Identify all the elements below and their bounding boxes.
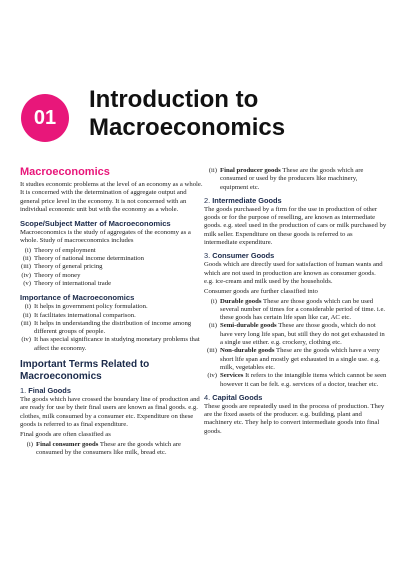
list-item bbox=[20, 336, 203, 353]
consumer-goods-classified: Consumer goods are further classified into bbox=[204, 288, 318, 296]
term-bold: Final consumer goods bbox=[36, 440, 99, 448]
heading-number: 4. bbox=[204, 392, 211, 402]
list-marker: (iii) bbox=[206, 347, 217, 355]
list-item bbox=[20, 263, 203, 271]
list-marker: (i) bbox=[24, 246, 31, 254]
list-marker: (iv) bbox=[207, 372, 217, 380]
list-item-text bbox=[220, 322, 387, 347]
list-item-text: Theory of national income determination bbox=[34, 255, 144, 263]
list-item-text: Theory of employment bbox=[34, 246, 96, 254]
right-column bbox=[204, 166, 387, 436]
heading-number: 2. bbox=[204, 195, 211, 205]
list-marker: (i) bbox=[24, 303, 31, 311]
list-item-text bbox=[220, 298, 387, 323]
left-column bbox=[20, 166, 203, 457]
term-description: These are the goods which are consumed by the consumers like milk, bread etc. bbox=[36, 440, 182, 456]
chapter-number-badge: 01 bbox=[21, 94, 69, 142]
consumer-goods-paragraph: Goods which are directly used for satisfaction of human wants and which are not used in production are known as consumer goods. e.g. ice-cream and milk used by the households. bbox=[204, 261, 383, 285]
consumer-goods-list bbox=[204, 298, 387, 389]
heading-text: Capital Goods bbox=[212, 392, 263, 402]
list-item-text bbox=[220, 167, 387, 192]
list-marker: (ii) bbox=[22, 255, 31, 263]
list-item bbox=[204, 372, 387, 389]
term-description: These are the goods which are consumed or used by the producers like machinery, equipment etc. bbox=[220, 167, 364, 191]
intermediate-goods-paragraph: The goods purchased by a firm for the use in production of other goods or for the purpose of reselling, are known as intermediate goods. e.g. steel used in the production of cars or milk purchased by milk seller. Expenditure on these goods is referred to as intermediate expenditure. bbox=[204, 205, 387, 247]
scope-heading: Scope/Subject Matter of Macroeconomics bbox=[20, 219, 171, 229]
scope-list bbox=[20, 247, 203, 288]
term-description: It refers to the intangible items which cannot be seen however it can be felt. e.g. services of a doctor, teacher etc. bbox=[220, 372, 387, 388]
term-bold: Semi-durable goods bbox=[220, 322, 277, 330]
list-item bbox=[20, 280, 203, 288]
list-marker: (iii) bbox=[20, 263, 31, 271]
heading-text: Intermediate Goods bbox=[212, 195, 282, 205]
intro-paragraph: It studies economic problems at the level of an economy as a whole. It is concerned with the determination of aggregate output and general price level in the economy. It is not concerned with an individual economic unit but with the economy as a whole. bbox=[20, 181, 203, 213]
list-item bbox=[204, 322, 387, 347]
term-description: These are the goods which have a very short life span and mostly get exhausted in a single use. e.g. milk, vegetables etc. bbox=[220, 347, 381, 371]
heading-number: 3. bbox=[204, 251, 211, 261]
list-item bbox=[20, 312, 203, 320]
list-item-text bbox=[36, 441, 203, 458]
final-goods-list bbox=[20, 441, 203, 458]
list-marker: (ii) bbox=[208, 322, 217, 330]
list-marker: (v) bbox=[23, 279, 31, 287]
chapter-title: Introduction to Macroeconomics bbox=[89, 86, 286, 141]
section-heading-macroeconomics: Macroeconomics bbox=[20, 166, 110, 178]
list-item bbox=[204, 167, 387, 192]
list-item-text: It has special significance in studying monetary problems that affect the economy. bbox=[34, 336, 200, 352]
scope-paragraph: Macroeconomics is the study of aggregates of the economy as a whole. Study of macroeconomics includes bbox=[20, 229, 191, 245]
term-description: These are those goods, which do not have very long life span, but still they do not get exhausted in a single use either. e.g. crockery, clothing etc. bbox=[220, 322, 385, 347]
list-item bbox=[204, 298, 387, 323]
list-item-text bbox=[220, 372, 387, 389]
list-marker: (i) bbox=[210, 297, 217, 305]
list-marker: (iv) bbox=[21, 271, 31, 279]
list-item bbox=[20, 255, 203, 263]
list-item-text: It facilitates international comparison. bbox=[34, 311, 136, 319]
list-item bbox=[20, 272, 203, 280]
important-terms-heading: Important Terms Related to Macroeconomics bbox=[20, 359, 150, 382]
final-goods-paragraph: The goods which have crossed the boundary line of production and are ready for use by their final users are known as final goods. e.g. clothes, milk consumed by a consumer etc. Expenditure on these goods is referred to as final expenditure. bbox=[20, 396, 200, 428]
list-item bbox=[20, 247, 203, 255]
list-marker: (ii) bbox=[22, 311, 31, 319]
term-bold: Final producer goods bbox=[220, 167, 281, 174]
intermediate-goods-heading bbox=[204, 196, 387, 205]
list-item-text bbox=[220, 347, 387, 372]
list-item-text: Theory of international trade bbox=[34, 279, 112, 287]
list-item-text: Theory of money bbox=[34, 271, 81, 279]
list-marker: (iv) bbox=[21, 336, 31, 344]
term-bold: Non-durable goods bbox=[220, 347, 275, 355]
list-item bbox=[20, 320, 203, 337]
list-marker: (ii) bbox=[208, 167, 217, 174]
term-description: These are those goods which can be used several number of times for a considerable period of time. i.e. these goods has certain life span like car, AC etc. bbox=[220, 297, 386, 322]
term-bold: Durable goods bbox=[220, 297, 262, 305]
list-item-text: Theory of general pricing bbox=[34, 263, 103, 271]
capital-goods-heading bbox=[204, 393, 387, 402]
importance-list bbox=[20, 303, 203, 353]
final-goods-list-continued bbox=[204, 167, 387, 192]
list-item bbox=[204, 347, 387, 372]
consumer-goods-heading bbox=[204, 251, 387, 260]
list-item-text: It helps in understanding the distribution of income among different groups of people. bbox=[34, 319, 192, 336]
term-bold: Services bbox=[220, 372, 244, 380]
list-item-text: It helps in government policy formulation. bbox=[34, 303, 148, 311]
list-marker: (iii) bbox=[20, 319, 31, 327]
capital-goods-paragraph: These goods are repeatedly used in the process of production. They are the fixed assets of the producer. e.g. building, plant and machinery etc. They help to convert intermediate goods into final goods. bbox=[204, 402, 385, 435]
list-item bbox=[20, 303, 203, 311]
heading-text: Final Goods bbox=[28, 386, 71, 396]
final-goods-heading bbox=[20, 386, 203, 395]
heading-number: 1. bbox=[20, 386, 27, 396]
list-item bbox=[20, 441, 203, 458]
heading-text: Consumer Goods bbox=[212, 251, 275, 261]
final-goods-classified: Final goods are often classified as bbox=[20, 431, 111, 439]
list-marker: (i) bbox=[26, 440, 33, 448]
importance-heading: Importance of Macroeconomics bbox=[20, 293, 135, 303]
